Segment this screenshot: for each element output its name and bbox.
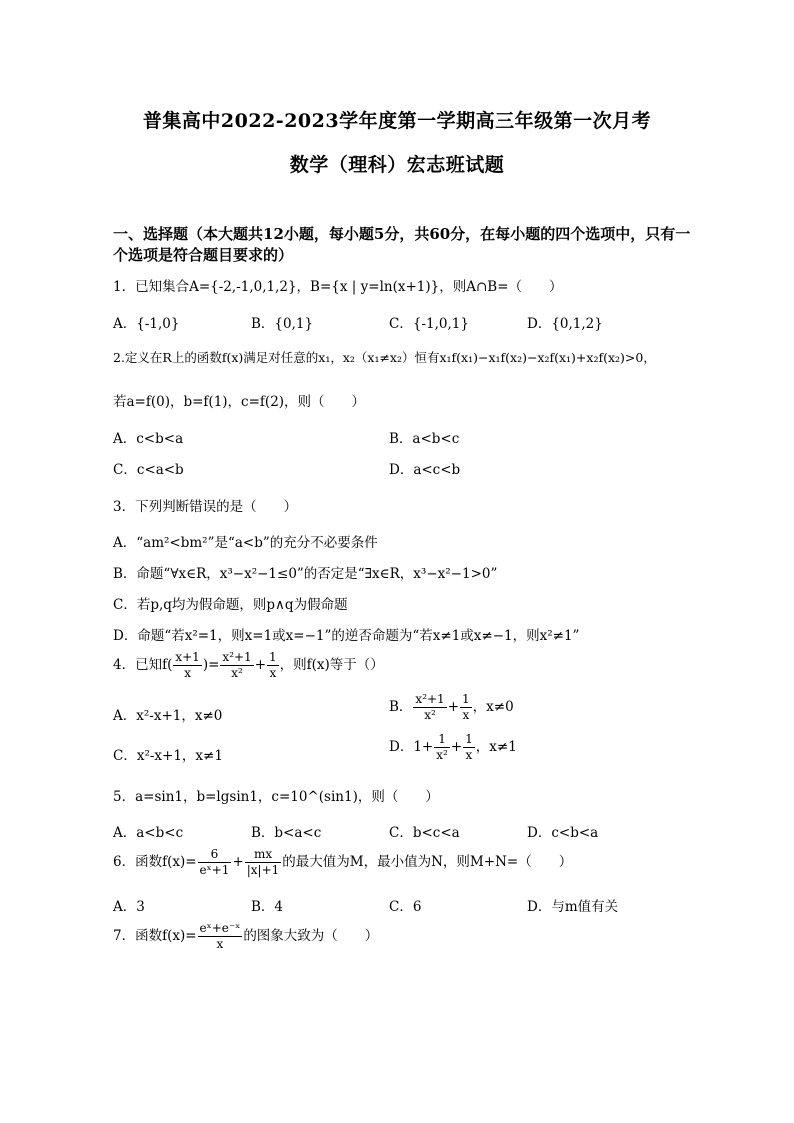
- fraction-1-over-x: $\frac{1}{x}$: [269, 650, 277, 680]
- question-6-option-a: A．3: [113, 899, 145, 915]
- fraction: $\frac{1}{\text{x²}}$: [436, 732, 448, 762]
- question-1-option-d: D．{0,1,2}: [527, 316, 603, 332]
- question-2-option-d: D．a<c<b: [389, 462, 461, 478]
- question-6-option-c: C．6: [389, 899, 422, 915]
- question-1-option-a: A．{-1,0}: [113, 316, 180, 332]
- question-4-option-d-label: D．1+: [389, 739, 434, 755]
- question-4-prefix: 4．已知f(: [113, 657, 173, 673]
- question-6-prefix: 6．函数f(x)=: [113, 854, 197, 870]
- question-4-option-d: D．1+ $\frac{1}{\text{x²}}$ + $\frac{1}{x}$ ，x≠1: [389, 732, 517, 762]
- question-3-option-d: D．命题“若x²=1，则x=1或x=−1”的逆否命题为“若x≠1或x≠−1，则x²≠1”: [113, 628, 580, 644]
- fraction: $\frac{1}{x}$: [465, 732, 473, 762]
- question-7-suffix: 的图象大致为（ ）: [243, 928, 379, 944]
- fraction-x2-plus-1-over-x2: $\frac{\text{x²+1}}{\text{x²}}$: [222, 650, 252, 680]
- question-4-option-c: C．x²-x+1，x≠1: [113, 748, 223, 764]
- question-5-option-b: B．b<a<c: [251, 825, 322, 841]
- question-4-option-b-label: B．: [389, 699, 413, 715]
- question-6-stem: 6．函数f(x)= $\frac{6}{\text{eˣ+1}}$ + $\frac{mx}{|x|+1}$ 的最大值为M，最小值为N，则M+N=（ ）: [113, 847, 573, 877]
- question-7-stem: [113, 921, 378, 952]
- question-4-option-a: A．x²-x+1，x≠0: [113, 708, 223, 724]
- question-3-option-c: C．若p,q均为假命题，则p∧q为假命题: [113, 597, 348, 613]
- question-6-suffix: 的最大值为M，最小值为N，则M+N=（ ）: [282, 854, 573, 870]
- question-3-option-a: A．“am²<bm²”是“a<b”的充分不必要条件: [113, 535, 378, 551]
- question-2-option-b: B．a<b<c: [389, 431, 460, 447]
- question-7-prefix: 7．函数f(x)=: [113, 928, 197, 944]
- question-1-stem: 1．已知集合A={-2,-1,0,1,2}，B={x | y=ln(x+1)}，则A∩B=（ ）: [113, 279, 563, 295]
- question-4-mid: )=: [202, 657, 220, 673]
- question-3-stem: 3．下列判断错误的是（ ）: [113, 499, 298, 515]
- question-6-option-b: B．4: [251, 899, 284, 915]
- exam-title: 普集高中2022-2023学年度第一学期高三年级第一次月考: [142, 110, 652, 132]
- fraction-mx-over-absx-plus-1: $\frac{mx}{|x|+1}$: [246, 847, 280, 877]
- question-2-option-a: A．c<b<a: [113, 431, 184, 447]
- question-3-option-b: B．命题“∀x∈R，x³−x²−1≤0”的否定是“∃x∈R，x³−x²−1>0”: [113, 566, 498, 582]
- fraction: $\frac{1}{x}$: [462, 692, 470, 722]
- question-5-option-a: A．a<b<c: [113, 825, 184, 841]
- question-5-stem: 5．a=sin1，b=lgsin1，c=10^(sin1)，则（ ）: [113, 789, 439, 805]
- fraction-6-over-ex-plus-1: $\frac{6}{\text{eˣ+1}}$: [199, 847, 230, 877]
- question-2-stem-conditions: 若a=f(0)，b=f(1)，c=f(2)，则（ ）: [113, 394, 366, 410]
- question-2-option-c: C．c<a<b: [113, 462, 184, 478]
- exam-subtitle: 数学（理科）宏志班试题: [289, 154, 505, 176]
- fraction-x-plus-1-over-x: $\frac{x+1}{x}$: [175, 650, 200, 680]
- question-4-option-b: B． $\frac{\text{x²+1}}{\text{x²}}$ + $\frac{1}{x}$ ，x≠0: [389, 692, 514, 722]
- question-1-option-b: B．{0,1}: [251, 316, 314, 332]
- question-4-stem: 4．已知f( $\frac{x+1}{x}$ )= $\frac{\text{x²+1}}{\text{x²}}$ + $\frac{1}{x}$ ，则f(x)等于（）: [113, 650, 384, 680]
- fraction: $\frac{\text{x²+1}}{\text{x²}}$: [415, 692, 445, 722]
- question-5-option-d: D．c<b<a: [527, 825, 599, 841]
- question-4-suffix: ，则f(x)等于（）: [279, 657, 384, 673]
- question-6-option-d: D．与m值有关: [527, 899, 619, 915]
- question-2-stem: 2.定义在R上的函数f(x)满足对任意的x₁，x₂（x₁≠x₂）恒有x₁f(x₁)−x₁f(x₂)−x₂f(x₁)+x₂f(x₂)>0，: [113, 350, 656, 365]
- section-heading: 一、选择题（本大题共12小题，每小题5分，共60分，在每小题的四个选项中，只有一个选项是符合题目要求的）: [113, 225, 691, 264]
- question-1-option-c: C．{-1,0,1}: [389, 316, 469, 332]
- fraction-ex-plus-e-neg-x-over-x: $\frac{\text{eˣ+e⁻ˣ}}{x}$: [199, 921, 241, 951]
- question-5-option-c: C．b<c<a: [389, 825, 460, 841]
